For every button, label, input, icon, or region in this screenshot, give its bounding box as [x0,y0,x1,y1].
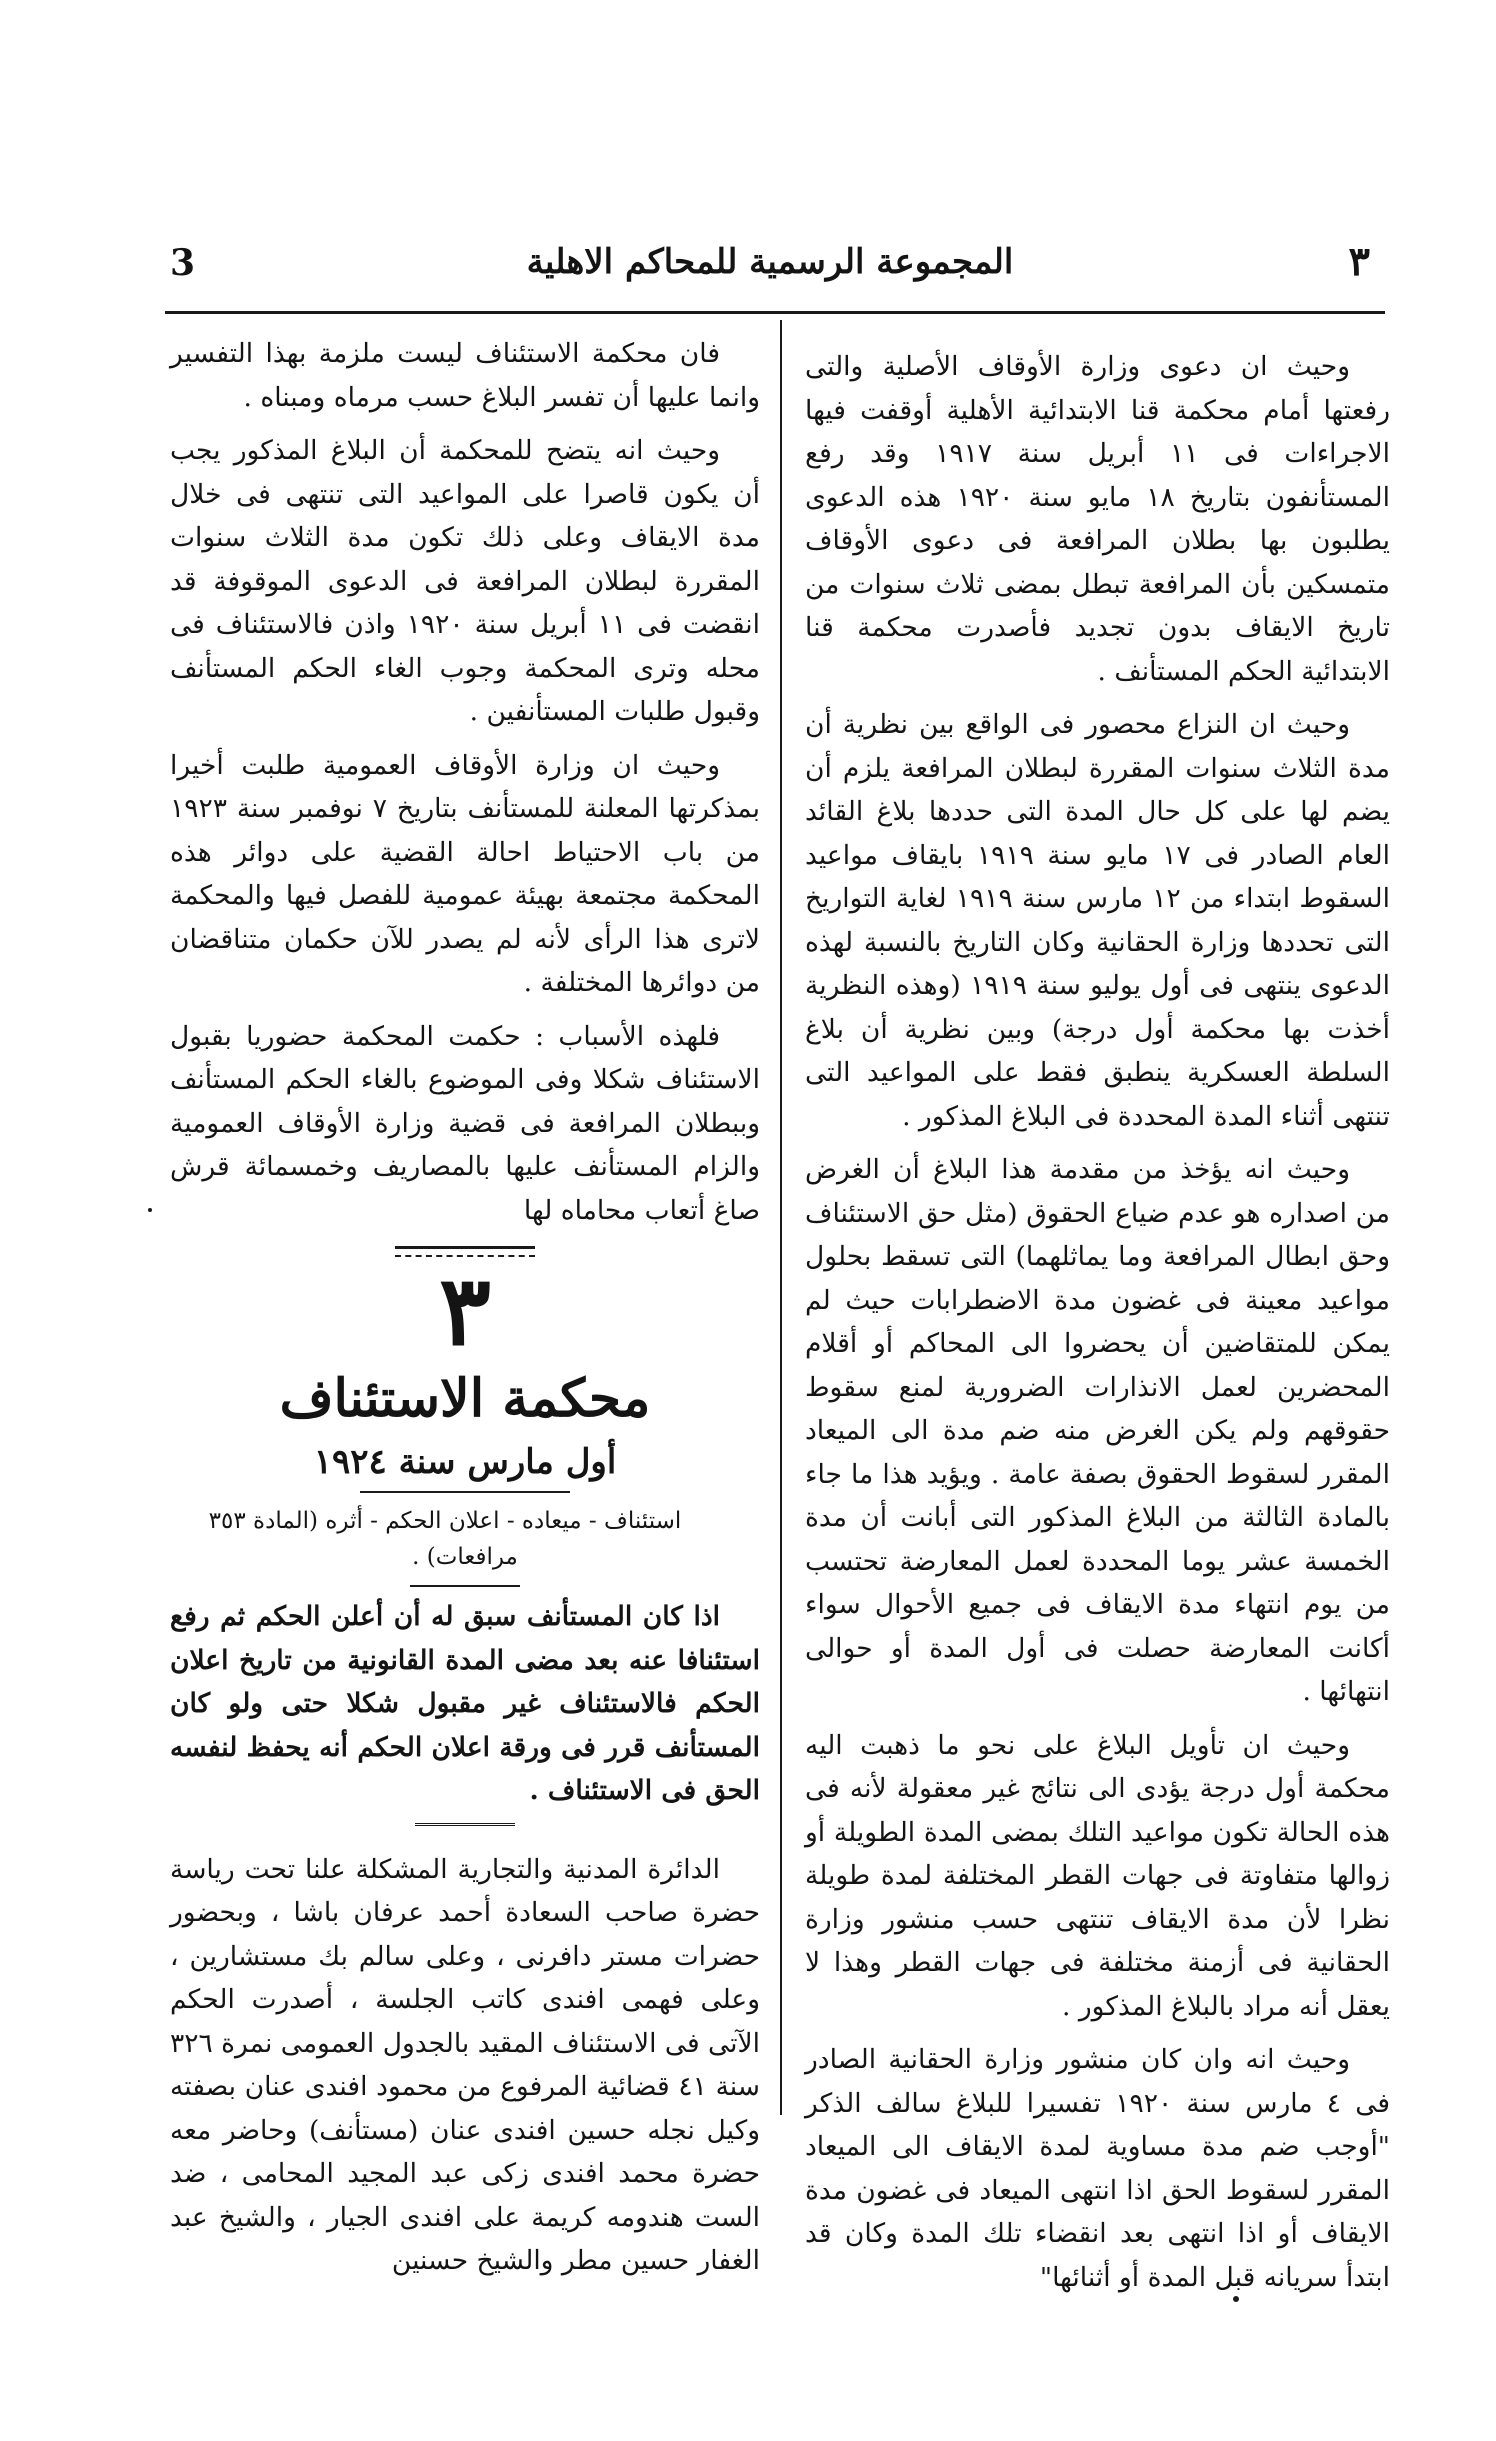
paragraph: وحيث انه وان كان منشور وزارة الحقانية الصادر فى ٤ مارس سنة ١٩٢٠ تفسيرا للبلاغ سالف الذكر "أوجب ضم مدة مساوية لمدة الايقاف الى الميعاد المقرر لسقوط الحق اذا انتهى الميعاد فى غضون مدة الايقاف أو اذا انتهى بعد انقضاء تلك المدة وكان قد ابتدأ سريانه قبل المدة أو أثنائها" [805,2044,1391,2293]
paragraph: وحيث ان دعوى وزارة الأوقاف الأصلية والتى رفعتها أمام محكمة قنا الابتدائية الأهلية أوقفت فيها الاجراءات فى ١١ أبريل سنة ١٩١٧ وقد رفع المستأنفون بتاريخ ١٨ مايو سنة ١٩٢٠ هذه الدعوى يطلبون بها بطلان المرافعة فى دعوى الأوقاف متمسكين بأن المرافعة تبطل بمضى ثلاث سنوات من تاريخ الايقاف بدون تجديد فأصدرت محكمة قنا الابتدائية الحكم المستأنف . [805,351,1390,687]
margin-mark [148,1208,152,1212]
page-number: 3 [170,242,196,284]
running-title: المجموعة الرسمية للمحاكم الاهلية [526,242,1014,282]
page-number-arabic: ٣ [1348,238,1370,285]
paragraph: وحيث انه يؤخذ من مقدمة هذا البلاغ أن الغرض من اصداره هو عدم ضياع الحقوق (مثل حق الاستئناف وحق ابطال المرافعة وما يماثلهما) التى تسقط بحلول مواعيد معينة فى غضون مدة الاضطرابات حيث لم يمكن للمتقاضين أن يحضروا الى المحاكم أو أقلام المحضرين لعمل الانذارات الضرورية لمنع سقوط حقوقهم ولم يكن الغرض منه ضم مدة الى الميعاد المقرر لسقوط الحقوق بصفة عامة . ويؤيد هذا ما جاء بالمادة الثالثة من البلاغ المذكور التى أبانت أن مدة الخمسة عشر يوما المحددة لعمل المعارضة تحتسب من يوم انتهاء مدة الايقاف فى جميع الأحوال سواء أكانت المعارضة حصلت فى أول المدة أو حوالى انتهائها . [805,1154,1390,1707]
case-number: ٣ [439,1254,491,1367]
judgment-date: أول مارس سنة ١٩٢٤ [313,1442,617,1482]
paragraph: وحيث انه يتضح للمحكمة أن البلاغ المذكور يجب أن يكون قاصرا على المواعيد التى تنتهى فى خلال مدة الايقاف وعلى ذلك تكون مدة الثلاث سنوات المقررة لبطلان المرافعة فى الدعوى الموقوفة قد انقضت فى ١١ أبريل سنة ١٩٢٠ واذن فالاستئناف فى محله وترى المحكمة وجوب الغاء الحكم المستأنف وقبول طلبات المستأنفين . [170,435,761,727]
judgment-paragraph: فلهذه الأسباب : حكمت المحكمة حضوريا بقبول الاستئناف شكلا وفى الموضوع بالغاء الحكم المستأنف وببطلان المرافعة فى قضية وزارة الأوقاف العمومية والزام المستأنف عليها بالمصاريف وخمسمائة قرش صاغ أتعاب محاماه لها [170,1020,760,1226]
right-column [805,345,1390,2309]
paragraph: وحيث ان وزارة الأوقاف العمومية طلبت أخيرا بمذكرتها المعلنة للمستأنف بتاريخ ٧ نوفمبر سنة ١٩٢٣ من باب الاحتياط احالة القضية على دوائر هذه المحكمة مجتمعة بهيئة عمومية للفصل فيها والمحكمة لاترى هذا الرأى لأنه لم يصدر للآن حكمان متناقضان من دوائرها المختلفة . [170,749,760,998]
paragraph: وحيث ان النزاع محصور فى الواقع بين نظرية أن مدة الثلاث سنوات المقررة لبطلان المرافعة يلزم أن يضم لها على كل حال المدة التى حددها بلاغ القائد العام الصادر فى ١٧ مايو سنة ١٩١٩ بايقاف مواعيد السقوط ابتداء من ١٢ مارس سنة ١٩١٩ لغاية التواريخ التى تحددها وزارة الحقانية وكان التاريخ بالنسبة لهذه الدعوى ينتهى فى أول يوليو سنة ١٩١٩ (وهذه النظرية أخذت بها محكمة أول درجة) وبين نظرية أن بلاغ السلطة العسكرية ينطبق فقط على المواعيد التى تنتهى أثناء المدة المحددة فى البلاغ المذكور . [805,709,1391,1132]
scan-dot [1233,2296,1239,2302]
left-column [170,332,760,2293]
page-header [170,238,1370,298]
column-divider [780,320,782,2115]
paragraph: فان محكمة الاستئناف ليست ملزمة بهذا التفسير وانما عليها أن تفسر البلاغ حسب مرماه ومبناه . [170,338,760,413]
court-name: محكمة الاستئناف [279,1368,651,1429]
keywords: استئناف - ميعاده - اعلان الحكم - أثره (المادة ٣٥٣ مرافعات) . [208,1508,682,1570]
keywords-rule [410,1585,520,1587]
date-rule [360,1491,570,1493]
paragraph: الدائرة المدنية والتجارية المشكلة علنا تحت رياسة حضرة صاحب السعادة أحمد عرفان باشا ، وبحضور حضرات مستر دافرنى ، وعلى سالم بك مستشارين ، وعلى فهمى افندى كاتب الجلسة ، أصدرت الحكم الآتى فى الاستئناف المقيد بالجدول العمومى نمرة ٣٢٦ سنة ٤١ قضائية المرفوع من محمود افندى عنان بصفته وكيل نجله حسين افندى عنان (مستأنف) وحاضر معه حضرة محمد افندى زكى عبد المجيد المحامى ، ضد الست هندومه كريمة على افندى الجيار ، والشيخ عبد الغفار حسين مطر والشيخ حسنين [170,1853,760,2276]
headnote-separator [415,1823,515,1826]
headnote: اذا كان المستأنف سبق له أن أعلن الحكم ثم رفع استئنافا عنه بعد مضى المدة القانونية من تاريخ اعلان الحكم فالاستئناف غير مقبول شكلا حتى ولو كان المستأنف قرر فى ورقة اعلان الحكم أنه يحفظ لنفسه الحق فى الاستئناف . [170,1601,760,1806]
section-rule [395,1246,535,1249]
header-rule [165,311,1385,314]
paragraph: وحيث ان تأويل البلاغ على نحو ما ذهبت اليه محكمة أول درجة يؤدى الى نتائج غير معقولة لأنه فى هذه الحالة تكون مواعيد التلك بمضى المدة الطويلة أو زوالها متفاوتة فى جهات القطر المختلفة لمدة طويلة نظرا لأن مدة الايقاف تنتهى حسب منشور وزارة الحقانية فى أزمنة مختلفة فى جهات القطر وهذا لا يعقل أنه مراد بالبلاغ المذكور . [805,1729,1390,2022]
